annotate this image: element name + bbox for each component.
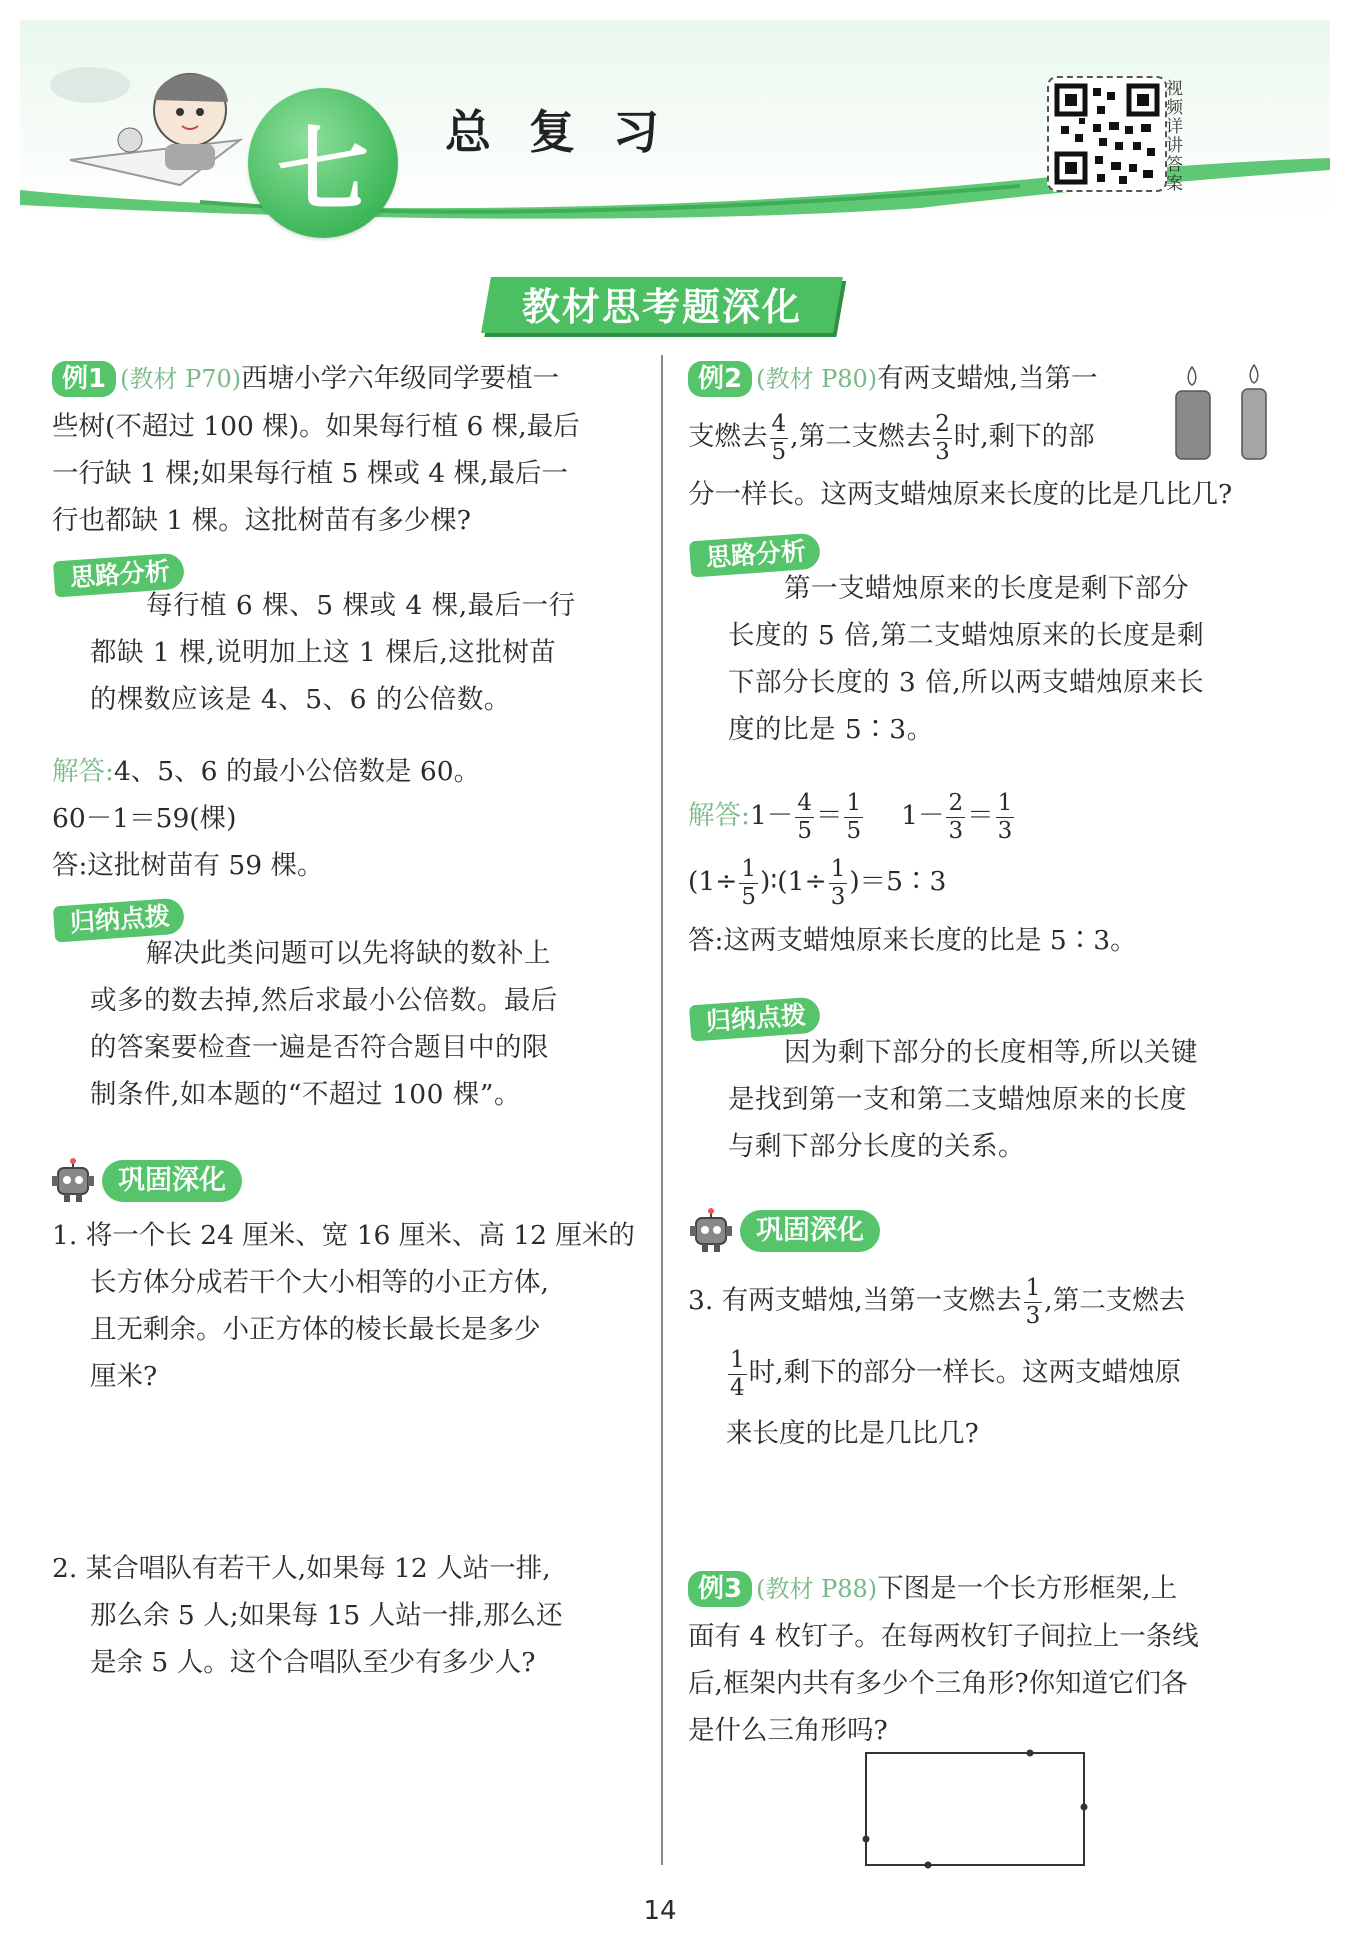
equation-text: 1－ xyxy=(749,800,794,831)
nail-point xyxy=(863,1836,870,1843)
fraction-numerator: 1 xyxy=(741,855,757,882)
fraction-denominator: 4 xyxy=(730,1374,745,1401)
column-divider xyxy=(661,355,663,1865)
answer-label: 解答: xyxy=(52,756,114,787)
analysis-line: 长度的 5 倍,第二支蜡烛原来的长度是剩 xyxy=(728,620,1205,651)
example-1-summary xyxy=(90,930,630,1118)
example-1-analysis xyxy=(90,582,630,723)
text-fragment: 支燃去 xyxy=(688,421,768,452)
fraction xyxy=(728,1346,747,1401)
fraction-numerator: 4 xyxy=(797,789,812,816)
text-fragment: 时,剩下的部分一样长。这两支蜡烛原 xyxy=(748,1357,1182,1388)
fraction xyxy=(933,410,952,465)
answer-line: 答:这两支蜡烛原来长度的比是 5∶3。 xyxy=(688,925,1137,956)
example-1-answer xyxy=(52,748,642,889)
example-2-line xyxy=(688,355,1308,403)
example-2-ref: (教材 P80) xyxy=(756,365,878,393)
analysis-line: 都缺 1 棵,说明加上这 1 棵后,这批树苗 xyxy=(90,637,557,668)
question-line: 是余 5 人。这个合唱队至少有多少人? xyxy=(90,1647,536,1678)
answer-line: 60－1＝59(棵) xyxy=(52,803,237,834)
example-3-line xyxy=(688,1565,1308,1613)
example-1-tag: 例1 xyxy=(52,361,116,397)
fraction-denominator: 3 xyxy=(830,883,846,910)
text-fragment: 时,剩下的部 xyxy=(953,421,1095,452)
robot-icon xyxy=(50,1158,96,1204)
fraction xyxy=(770,410,789,465)
rectangle-frame-figure xyxy=(860,1745,1094,1873)
equation-text: (1÷ xyxy=(688,866,738,897)
example-1-line: 些树(不超过 100 棵)。如果每行植 6 棵,最后 xyxy=(52,411,580,442)
text-fragment: 3. 有两支蜡烛,当第一支燃去 xyxy=(688,1285,1022,1316)
nail-point xyxy=(1027,1750,1034,1757)
question-line: 2. 某合唱队有若干人,如果每 12 人站一排, xyxy=(52,1553,551,1584)
equation-text: 1－ xyxy=(901,800,945,831)
fraction-numerator: 1 xyxy=(846,789,862,816)
example-3-text: 下图是一个长方形框架,上 xyxy=(877,1573,1178,1604)
summary-tag-2: 归纳点拨 xyxy=(689,997,821,1042)
mascot-illustration xyxy=(40,40,270,210)
practice-question-3 xyxy=(688,1265,1308,1459)
nail-point xyxy=(925,1862,932,1869)
chapter-title: 总复习 xyxy=(445,105,697,159)
fraction-denominator: 5 xyxy=(741,883,757,910)
question-line xyxy=(688,1337,1308,1409)
analysis-line: 每行植 6 棵、5 棵或 4 棵,最后一行 xyxy=(146,590,576,621)
fraction-numerator: 1 xyxy=(1025,1274,1041,1301)
example-1-line: 行也都缺 1 棵。这批树苗有多少棵? xyxy=(52,505,471,536)
example-2-answer xyxy=(688,783,1308,963)
practice-tag-left: 巩固深化 xyxy=(102,1160,242,1202)
fraction xyxy=(996,789,1015,844)
robot-icon xyxy=(688,1208,734,1254)
question-line xyxy=(688,1265,1308,1337)
summary-tag-1: 归纳点拨 xyxy=(53,898,185,943)
analysis-tag-1: 思路分析 xyxy=(53,553,185,598)
equation-text: )∶(1÷ xyxy=(760,866,827,897)
equation-text: ＝ xyxy=(815,800,843,831)
answer-line: 答:这批树苗有 59 棵。 xyxy=(52,850,324,881)
fraction-denominator: 3 xyxy=(1025,1302,1041,1329)
example-3-line: 后,框架内共有多少个三角形?你知道它们各 xyxy=(688,1668,1188,1699)
fraction-denominator: 3 xyxy=(948,817,964,844)
practice-question-1 xyxy=(52,1212,652,1400)
summary-line: 的答案要检查一遍是否符合题目中的限 xyxy=(90,1032,549,1063)
fraction-numerator: 1 xyxy=(997,789,1013,816)
fraction xyxy=(739,855,758,910)
summary-line: 或多的数去掉,然后求最小公倍数。最后 xyxy=(90,985,558,1016)
equation-text: ＝ xyxy=(967,800,994,831)
fraction-numerator: 4 xyxy=(771,410,787,437)
example-1-line xyxy=(52,355,642,403)
answer-line xyxy=(52,748,642,795)
fraction xyxy=(844,789,863,844)
analysis-line: 第一支蜡烛原来的长度是剩下部分 xyxy=(784,573,1189,604)
question-line: 1. 将一个长 24 厘米、宽 16 厘米、高 12 厘米的 xyxy=(52,1220,635,1251)
qr-label: 视频详讲答案 xyxy=(1166,79,1183,194)
fraction-numerator: 2 xyxy=(948,789,964,816)
analysis-line: 的棵数应该是 4、5、6 的公倍数。 xyxy=(90,684,511,715)
fraction-denominator: 5 xyxy=(846,817,862,844)
answer-equation-line xyxy=(688,783,1308,849)
summary-line: 解决此类问题可以先将缺的数补上 xyxy=(146,938,551,969)
analysis-line: 下部分长度的 3 倍,所以两支蜡烛原来长 xyxy=(728,667,1205,698)
example-3-line: 面有 4 枚钉子。在每两枚钉子间拉上一条线 xyxy=(688,1621,1199,1652)
example-1-problem xyxy=(52,355,642,544)
question-line: 且无剩余。小正方体的棱长最长是多少 xyxy=(90,1314,541,1345)
fraction-numerator: 1 xyxy=(730,1346,745,1373)
example-2-analysis xyxy=(728,565,1308,753)
example-2-tag: 例2 xyxy=(688,361,752,397)
text-fragment: ,第二支燃去 xyxy=(1044,1285,1186,1316)
fraction-denominator: 5 xyxy=(797,817,812,844)
nail-point xyxy=(1081,1804,1088,1811)
text-fragment: ,第二支燃去 xyxy=(790,421,932,452)
fraction-numerator: 1 xyxy=(830,855,846,882)
section-banner-title: 教材思考题深化 xyxy=(521,285,802,329)
page-number: 14 xyxy=(643,1896,677,1926)
summary-line: 与剩下部分长度的关系。 xyxy=(728,1131,1025,1162)
question-line: 来长度的比是几比几? xyxy=(726,1418,979,1449)
fraction-denominator: 5 xyxy=(771,438,787,465)
summary-line: 因为剩下部分的长度相等,所以关键 xyxy=(784,1037,1198,1068)
practice-tag-right: 巩固深化 xyxy=(740,1210,880,1252)
example-1-line: 一行缺 1 棵;如果每行植 5 棵或 4 棵,最后一 xyxy=(52,458,568,489)
example-3-tag: 例3 xyxy=(688,1571,752,1607)
fraction xyxy=(829,855,848,910)
question-line: 厘米? xyxy=(90,1361,158,1392)
fraction xyxy=(795,789,814,844)
fraction-numerator: 2 xyxy=(935,410,950,437)
example-3-ref: (教材 P88) xyxy=(756,1575,878,1603)
fraction xyxy=(946,789,965,844)
example-2-problem xyxy=(688,355,1308,518)
example-2-summary xyxy=(728,1029,1308,1170)
analysis-tag-2: 思路分析 xyxy=(689,533,821,578)
chapter-number-badge: 七 xyxy=(248,88,398,238)
question-line: 长方体分成若干个大小相等的小正方体, xyxy=(90,1267,549,1298)
question-line: 那么余 5 人;如果每 15 人站一排,那么还 xyxy=(90,1600,563,1631)
answer-label: 解答: xyxy=(688,800,750,831)
example-1-text: 西塘小学六年级同学要植一 xyxy=(241,363,560,394)
fraction xyxy=(1024,1274,1043,1329)
fraction-denominator: 3 xyxy=(935,438,950,465)
answer-equation-line xyxy=(688,849,1308,915)
summary-line: 是找到第一支和第二支蜡烛原来的长度 xyxy=(728,1084,1187,1115)
example-2-text: 有两支蜡烛,当第一 xyxy=(877,363,1098,394)
summary-line: 制条件,如本题的“不超过 100 棵”。 xyxy=(90,1079,521,1110)
example-3-line: 是什么三角形吗? xyxy=(688,1715,888,1746)
example-2-line: 分一样长。这两支蜡烛原来长度的比是几比几? xyxy=(688,479,1233,510)
analysis-line: 度的比是 5∶3。 xyxy=(728,714,934,745)
qr-code-icon[interactable] xyxy=(1047,76,1167,192)
answer-text: 4、5、6 的最小公倍数是 60。 xyxy=(113,756,481,787)
practice-question-2 xyxy=(52,1545,652,1686)
example-3-problem xyxy=(688,1565,1308,1754)
fraction-denominator: 3 xyxy=(997,817,1013,844)
equation-text: )＝5∶3 xyxy=(849,866,947,897)
example-1-ref: (教材 P70) xyxy=(120,365,242,393)
example-2-line xyxy=(688,403,1308,471)
